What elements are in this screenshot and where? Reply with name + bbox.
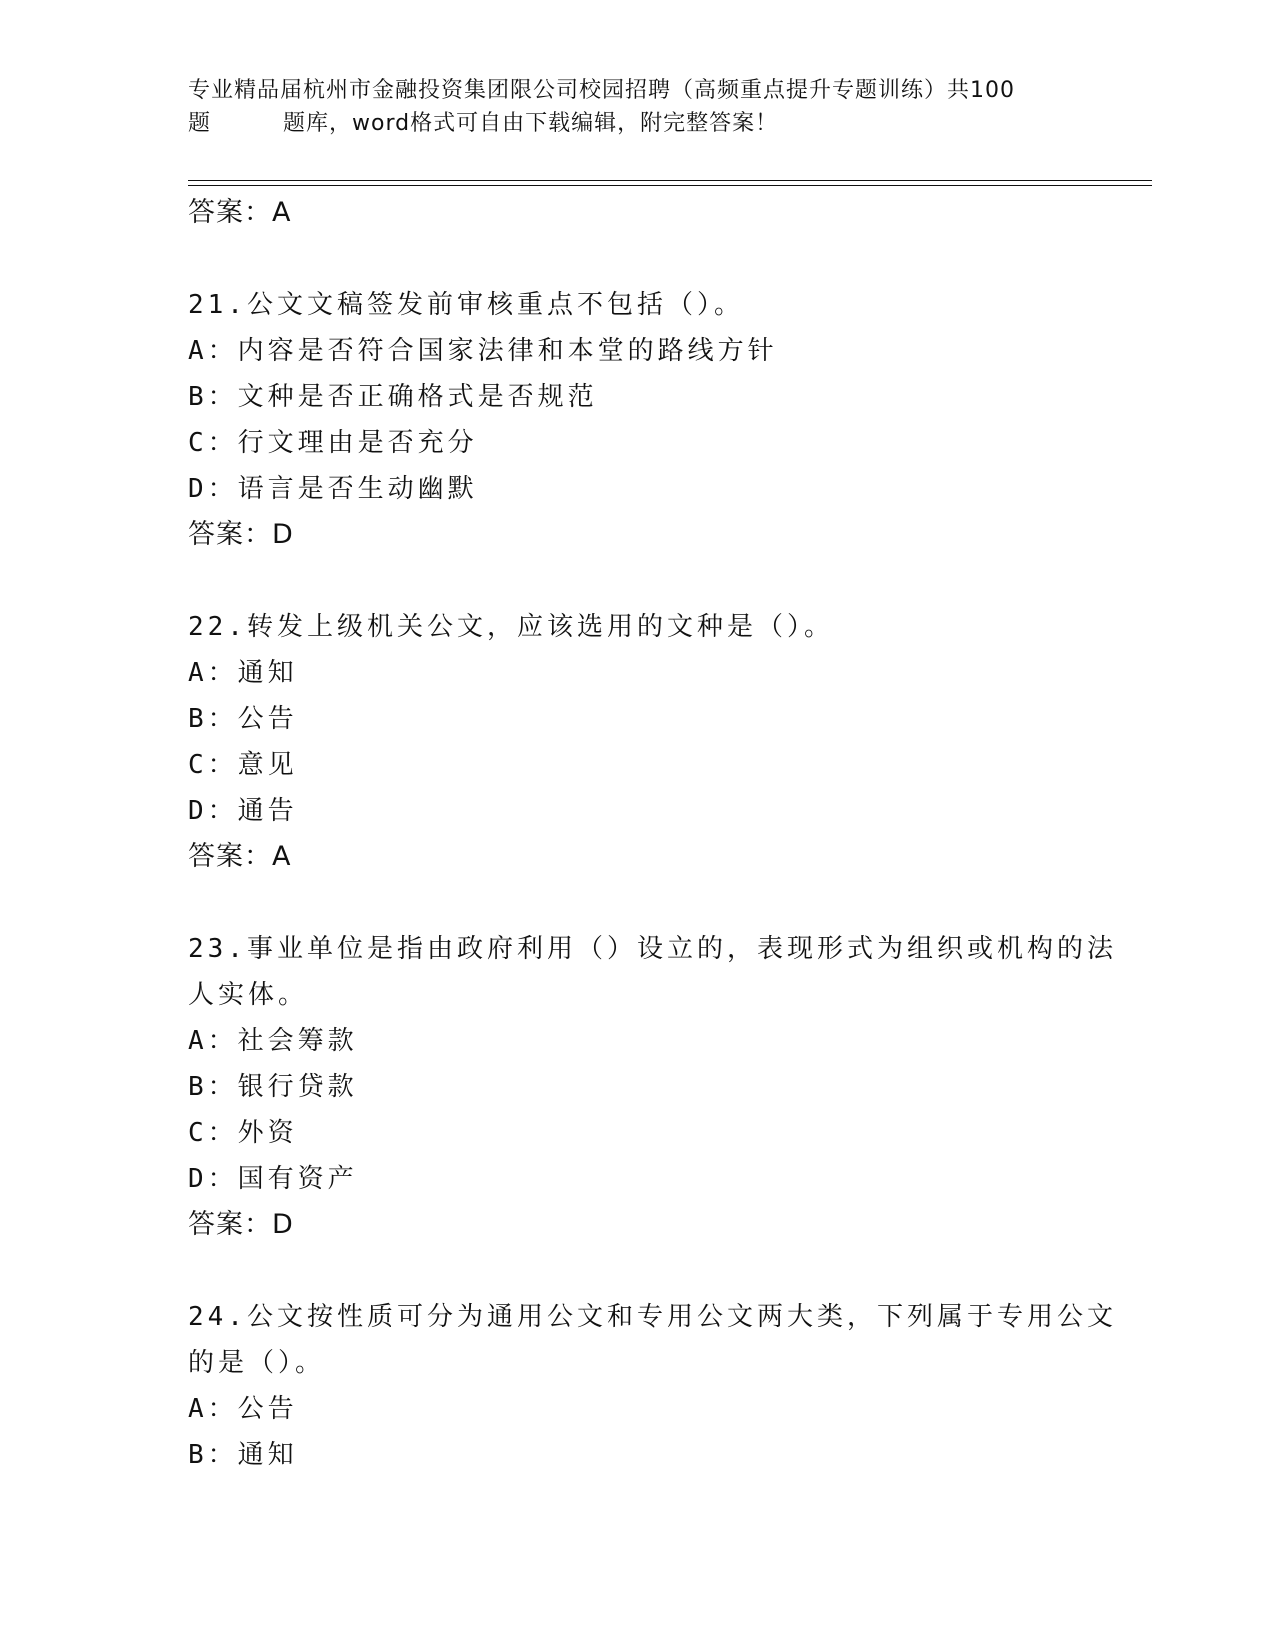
answer-20: 答案：A — [188, 197, 292, 228]
option-a: A：通知 — [188, 658, 298, 688]
spacer — [188, 880, 1088, 926]
document-header — [188, 74, 1088, 140]
question-list — [188, 190, 1117, 1478]
question-stem: 21.公文文稿签发前审核重点不包括（）。 — [188, 290, 744, 320]
header-rule-bottom — [188, 185, 1152, 186]
option-c: C：意见 — [188, 750, 298, 780]
header-line-1: 专业精品届杭州市金融投资集团限公司校园招聘（高频重点提升专题训练）共100 — [188, 78, 1015, 103]
question-stem: 22.转发上级机关公文，应该选用的文种是（）。 — [188, 612, 834, 642]
option-d: D：语言是否生动幽默 — [188, 474, 478, 504]
spacer — [188, 558, 1088, 604]
option-b: B：通知 — [188, 1440, 298, 1470]
answer-23: 答案：D — [188, 1209, 294, 1240]
question-24 — [188, 1294, 1117, 1478]
option-d: D：国有资产 — [188, 1164, 358, 1194]
option-d: D：通告 — [188, 796, 298, 826]
option-b: B：银行贷款 — [188, 1072, 358, 1102]
question-stem-line-2: 的是（）。 — [188, 1348, 326, 1378]
answer-22: 答案：A — [188, 841, 292, 872]
question-22 — [188, 604, 1088, 880]
question-21 — [188, 282, 1088, 558]
option-a: A：公告 — [188, 1394, 298, 1424]
question-stem-line-1: 24.公文按性质可分为通用公文和专用公文两大类，下列属于专用公文 — [188, 1302, 1117, 1332]
option-c: C：行文理由是否充分 — [188, 428, 478, 458]
question-stem-line-1: 23.事业单位是指由政府利用（）设立的，表现形式为组织或机构的法 — [188, 934, 1117, 964]
spacer — [188, 1248, 1088, 1294]
option-b: B：文种是否正确格式是否规范 — [188, 382, 598, 412]
header-line-2-start: 题 — [188, 111, 212, 136]
answer-21: 答案：D — [188, 519, 294, 550]
question-stem-line-2: 人实体。 — [188, 980, 309, 1010]
header-line-2 — [188, 107, 1088, 140]
option-c: C：外资 — [188, 1118, 298, 1148]
option-a: A：内容是否符合国家法律和本堂的路线方针 — [188, 336, 778, 366]
option-b: B：公告 — [188, 704, 298, 734]
header-line-2-rest: 题库，word格式可自由下载编辑，附完整答案！ — [283, 111, 779, 136]
header-rule-top — [188, 180, 1152, 181]
spacer — [188, 236, 1088, 282]
question-23 — [188, 926, 1117, 1248]
option-a: A：社会筹款 — [188, 1026, 358, 1056]
